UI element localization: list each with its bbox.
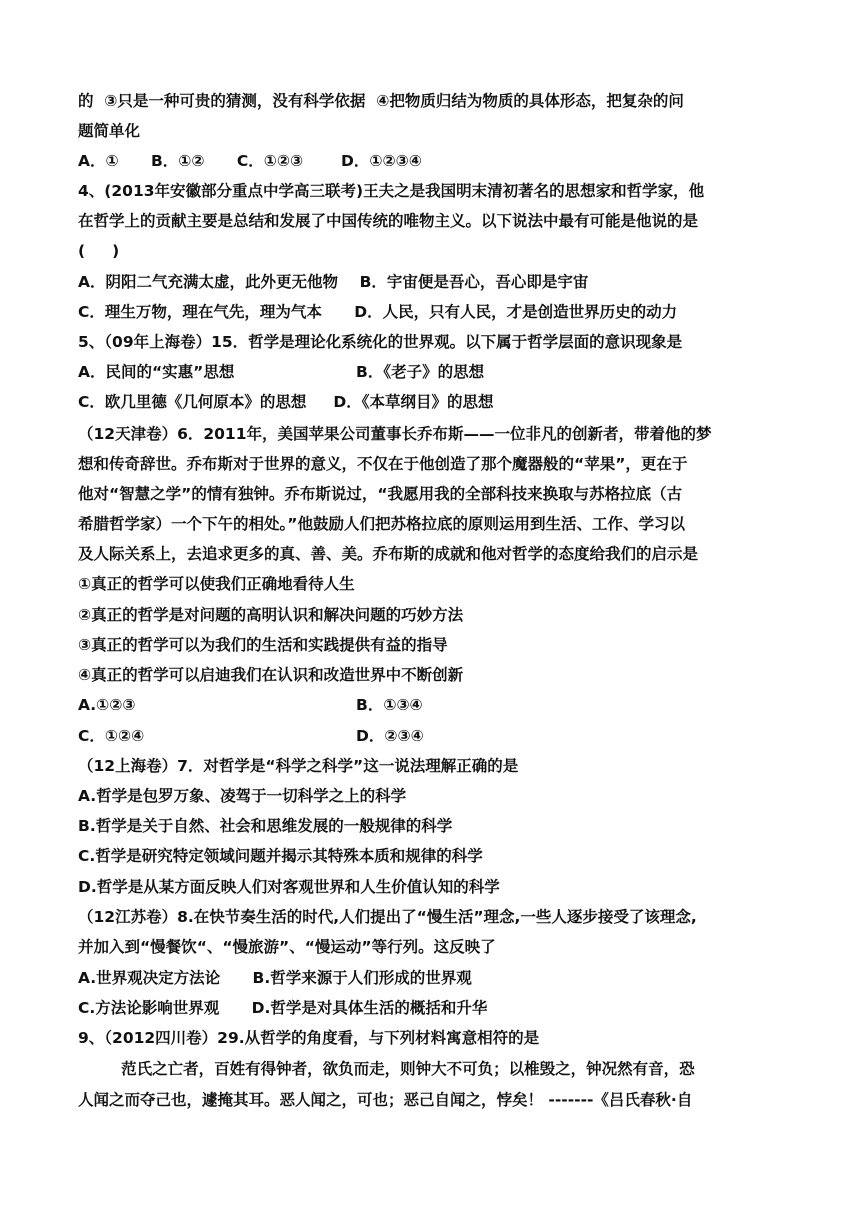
text-line: 的 ③只是一种可贵的猜测，没有科学依据 ④把物质归结为物质的具体形态，把复杂的问 (78, 92, 684, 110)
question-6: （12天津卷）6．2011年，美国苹果公司董事长乔布斯——一位非凡的创新者，带着他的梦 (78, 425, 712, 443)
statement-4: ④真正的哲学可以启迪我们在认识和改造世界中不断创新 (78, 666, 464, 684)
option-d: D．②③④ (356, 727, 424, 745)
text-line: 在哲学上的贡献主要是总结和发展了中国传统的唯物主义。以下说法中最有可能是他说的是 (78, 212, 699, 230)
text-line: 他对“智慧之学”的情有独钟。乔布斯说过，“我愿用我的全部科技来换取与苏格拉底（古 (78, 485, 683, 503)
question-4: 4、(2013年安徽部分重点中学高三联考)王夫之是我国明末清初著名的思想家和哲学家，他 (78, 182, 705, 200)
question-5: 5、（09年上海卷）15．哲学是理论化系统化的世界观。以下属于哲学层面的意识现象是 (78, 333, 683, 351)
answer-options: A.世界观决定方法论 B.哲学来源于人们形成的世界观 (78, 969, 472, 987)
option-c: C．①②④ (78, 727, 145, 745)
answer-options: C.方法论影响世界观 D.哲学是对具体生活的概括和升华 (78, 999, 488, 1017)
option-b: B．①③④ (356, 696, 423, 714)
answer-options: C．理生万物，理在气先，理为气本 D．人民，只有人民，才是创造世界历史的动力 (78, 303, 678, 321)
option-b: B．《老子》的思想 (356, 363, 485, 381)
statement-3: ③真正的哲学可以为我们的生活和实践提供有益的指导 (78, 636, 448, 654)
option-a: A.①②③ (78, 696, 136, 714)
quote-text: 范氏之亡者，百姓有得钟者，欲负而走，则钟大不可负；以椎毁之，钟况然有音，恐 (78, 1060, 695, 1078)
quote-text: 人闻之而夺己也，遽掩其耳。恶人闻之，可也；恶己自闻之，悖矣！ -------《吕氏春秋·自 (78, 1091, 693, 1109)
text-line: 及人际关系上，去追求更多的真、善、美。乔布斯的成就和他对哲学的态度给我们的启示是 (78, 545, 699, 563)
question-8: （12江苏卷）8.在快节奏生活的时代,人们提出了“慢生活”理念,一些人逐步接受了该理念, (78, 908, 697, 926)
text-line: 题简单化 (78, 122, 141, 140)
answer-options: A．阴阳二气充满太虚，此外更无他物 B．宇宙便是吾心，吾心即是宇宙 (78, 273, 589, 291)
option-b: B.哲学是关于自然、社会和思维发展的一般规律的科学 (78, 817, 453, 835)
statement-2: ②真正的哲学是对问题的高明认识和解决问题的巧妙方法 (78, 606, 464, 624)
answer-options: A．① B．①② C．①②③ D．①②③④ (78, 152, 422, 170)
option-c: C.哲学是研究特定领域问题并揭示其特殊本质和规律的科学 (78, 847, 483, 865)
question-9: 9、（2012四川卷）29.从哲学的角度看，与下列材料寓意相符的是 (78, 1029, 540, 1047)
statement-1: ①真正的哲学可以使我们正确地看待人生 (78, 575, 355, 593)
text-line: 希腊哲学家）一个下午的相处。”他鼓励人们把苏格拉底的原则运用到生活、工作、学习以 (78, 515, 685, 533)
option-a: A．民间的“实惠”思想 (78, 363, 235, 381)
answer-blank: ( ) (78, 242, 120, 260)
answer-options: C．欧几里德《几何原本》的思想 D．《本草纲目》的思想 (78, 393, 494, 411)
option-a: A.哲学是包罗万象、凌驾于一切科学之上的科学 (78, 787, 407, 805)
option-d: D.哲学是从某方面反映人们对客观世界和人生价值认知的科学 (78, 878, 500, 896)
question-7: （12上海卷）7．对哲学是“科学之科学”这一说法理解正确的是 (78, 757, 519, 775)
text-line: 并加入到“慢餐饮“、“慢旅游”、“慢运动”等行列。这反映了 (78, 938, 496, 956)
text-line: 想和传奇辞世。乔布斯对于世界的意义，不仅在于他创造了那个魔器般的“苹果”，更在于 (78, 455, 688, 473)
